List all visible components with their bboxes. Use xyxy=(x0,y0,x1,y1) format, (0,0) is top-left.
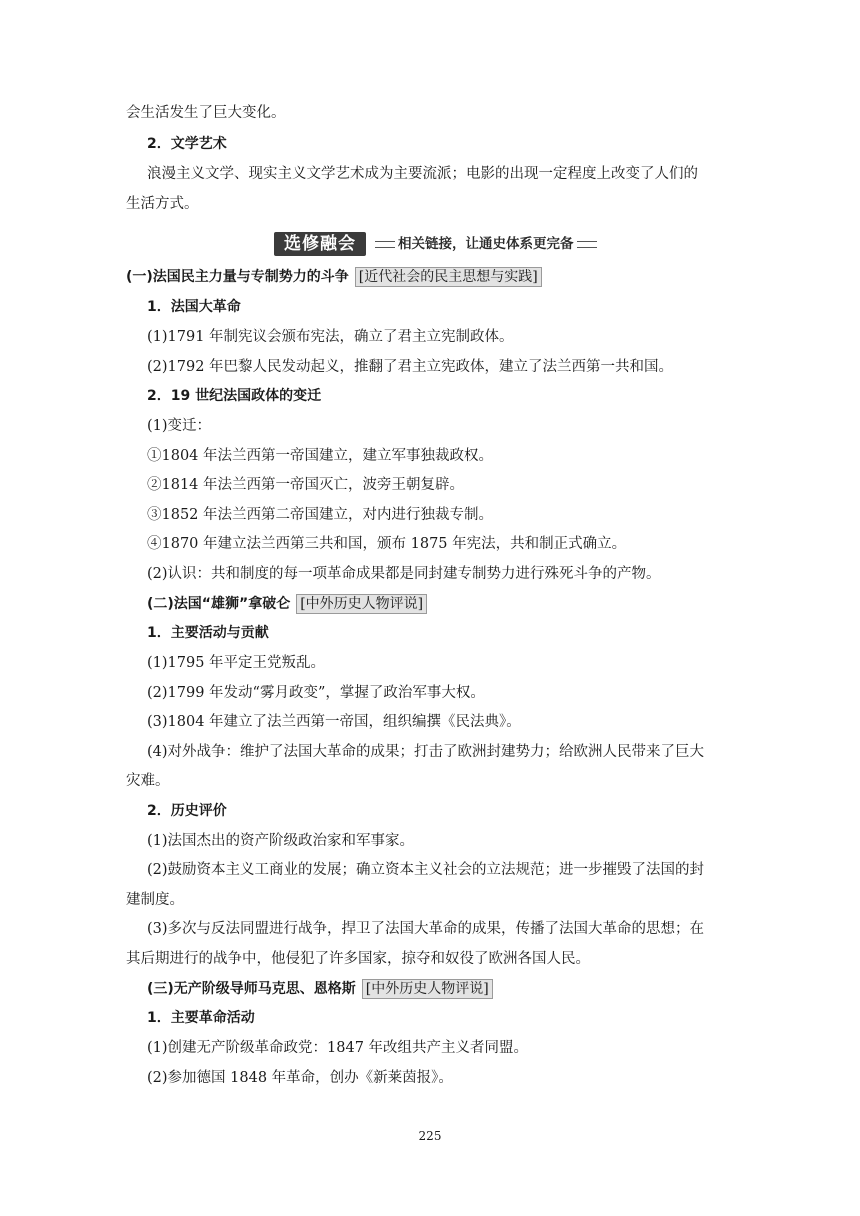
text-line: ②1814 年法兰西第一帝国灭亡，波旁王朝复辟。 xyxy=(147,477,465,493)
text-line: (1)1795 年平定王党叛乱。 xyxy=(147,655,326,671)
text-line: (2)认识：共和制度的每一项革命成果都是同封建专制势力进行殊死斗争的产物。 xyxy=(147,566,661,582)
text-line: (4)对外战争：维护了法国大革命的成果；打击了欧洲封建势力；给欧洲人民带来了巨大 xyxy=(147,744,705,760)
text-line: 生活方式。 xyxy=(126,196,199,212)
page-number: 225 xyxy=(418,1129,442,1143)
text-line: (3)多次与反法同盟进行战争，捍卫了法国大革命的成果，传播了法国大革命的思想；在 xyxy=(147,921,705,937)
topic-tag: [近代社会的民主思想与实践] xyxy=(355,267,542,287)
section-heading-text: (一)法国民主力量与专制势力的斗争 xyxy=(126,269,349,285)
text-line: (1)变迁： xyxy=(147,418,212,434)
divider xyxy=(375,241,395,248)
section-heading-2 xyxy=(147,594,757,614)
text-line: (1)1791 年制宪议会颁布宪法，确立了君主立宪制政体。 xyxy=(147,329,514,345)
text-line: (1)创建无产阶级革命政党：1847 年改组共产主义者同盟。 xyxy=(147,1040,529,1056)
text-line: 浪漫主义文学、现实主义文学艺术成为主要流派；电影的出现一定程度上改变了人们的 xyxy=(147,166,698,182)
section-heading-1 xyxy=(126,267,736,287)
text-line: (2)参加德国 1848 年革命，创办《新莱茵报》。 xyxy=(147,1070,453,1086)
section-heading-text: (三)无产阶级导师马克思、恩格斯 xyxy=(147,981,356,997)
subheading: 1．主要革命活动 xyxy=(147,1010,255,1026)
text-line: 会生活发生了巨大变化。 xyxy=(126,105,286,121)
text-line: ①1804 年法兰西第一帝国建立，建立军事独裁政权。 xyxy=(147,448,494,464)
text-line: 其后期进行的战争中，他侵犯了许多国家，掠夺和奴役了欧洲各国人民。 xyxy=(126,951,590,967)
topic-tag: [中外历史人物评说] xyxy=(296,594,427,614)
text-line: (1)法国杰出的资产阶级政治家和军事家。 xyxy=(147,833,415,849)
banner-subtitle: 相关链接，让通史体系更完备 xyxy=(398,236,574,252)
divider xyxy=(577,241,597,248)
text-line: 建制度。 xyxy=(126,892,184,908)
text-line: (3)1804 年建立了法兰西第一帝国，组织编撰《民法典》。 xyxy=(147,714,521,730)
text-line: ④1870 年建立法兰西第三共和国，颁布 1875 年宪法，共和制正式确立。 xyxy=(147,536,627,552)
subheading: 2．19 世纪法国政体的变迁 xyxy=(147,388,322,404)
subheading-literature-art: 2．文学艺术 xyxy=(147,136,227,152)
subheading: 2．历史评价 xyxy=(147,803,227,819)
section-heading-3 xyxy=(147,979,757,999)
text-line: (2)1792 年巴黎人民发动起义，推翻了君主立宪政体，建立了法兰西第一共和国。 xyxy=(147,359,674,375)
section-banner xyxy=(274,232,614,256)
subheading: 1．主要活动与贡献 xyxy=(147,625,269,641)
text-line: (2)鼓励资本主义工商业的发展；确立资本主义社会的立法规范；进一步摧毁了法国的封 xyxy=(147,862,705,878)
section-heading-text: (二)法国“雄狮”拿破仑 xyxy=(147,596,291,612)
text-line: (2)1799 年发动“雾月政变”，掌握了政治军事大权。 xyxy=(147,685,485,701)
topic-tag: [中外历史人物评说] xyxy=(362,979,493,999)
text-line: ③1852 年法兰西第二帝国建立，对内进行独裁专制。 xyxy=(147,507,494,523)
text-line: 灾难。 xyxy=(126,773,170,789)
subheading: 1．法国大革命 xyxy=(147,299,241,315)
banner-subtitle-wrap xyxy=(372,234,614,254)
banner-title: 选修融会 xyxy=(274,232,366,256)
